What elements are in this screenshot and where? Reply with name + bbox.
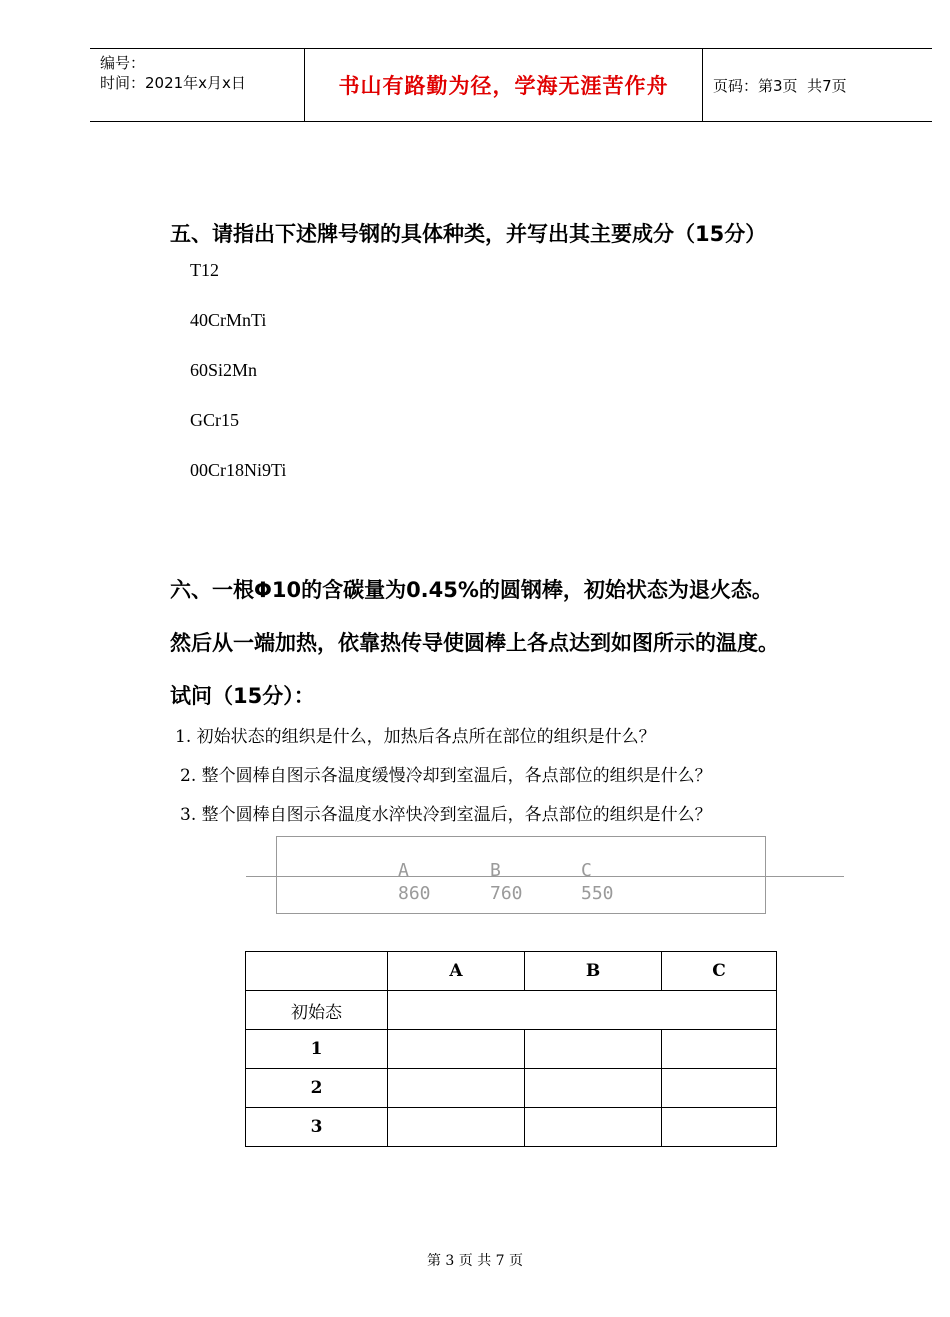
question-6-line2: 然后从一端加热，依靠热传导使圆棒上各点达到如图所示的温度。 [170, 631, 779, 655]
row-header-1: 1 [246, 1030, 388, 1069]
page-info-text: 页码：第3页 共7页 [713, 76, 847, 95]
point-b-label: B [490, 860, 501, 881]
question-5-title: 五、请指出下述牌号钢的具体种类，并写出其主要成分（15分） [170, 222, 767, 246]
table-row [246, 991, 777, 1030]
subquestion-2: 2. 整个圆棒自图示各温度缓慢冷却到室温后，各点部位的组织是什么？ [180, 766, 712, 786]
steel-grade: 00Cr18Ni9Ti [190, 460, 287, 480]
table-row [246, 1069, 777, 1108]
number-label: 编号： [100, 54, 146, 72]
table-row [246, 1030, 777, 1069]
answer-cell[interactable] [388, 1108, 525, 1147]
table-corner-cell [246, 952, 388, 991]
column-header-b: B [525, 952, 662, 991]
steel-grade: 40CrMnTi [190, 310, 267, 330]
answer-cell[interactable] [525, 1108, 662, 1147]
steel-grade: T12 [190, 260, 219, 280]
point-c-label: C [581, 860, 592, 881]
column-header-a: A [388, 952, 525, 991]
row-header-3: 3 [246, 1108, 388, 1147]
rod-axis-line [246, 876, 844, 877]
row-header-initial: 初始态 [246, 991, 388, 1030]
column-header-c: C [662, 952, 777, 991]
row-header-2: 2 [246, 1069, 388, 1108]
time-label: 时间：2021年x月x日 [100, 74, 246, 92]
page-header [90, 48, 932, 122]
steel-grade: GCr15 [190, 410, 239, 430]
answer-cell[interactable] [525, 1030, 662, 1069]
question-6-line1: 六、一根Φ10的含碳量为0.45%的圆钢棒，初始状态为退火态。 [170, 578, 773, 602]
point-b-temp: 760 [490, 883, 523, 904]
answer-cell[interactable] [388, 1030, 525, 1069]
answer-cell[interactable] [388, 991, 777, 1030]
table-header-row [246, 952, 777, 991]
answer-cell[interactable] [388, 1069, 525, 1108]
subquestion-1: 1. 初始状态的组织是什么，加热后各点所在部位的组织是什么？ [175, 727, 656, 747]
point-c-temp: 550 [581, 883, 614, 904]
header-meta [90, 49, 305, 121]
header-motto: 书山有路勤为径，学海无涯苦作舟 [305, 49, 703, 121]
steel-grade: 60Si2Mn [190, 360, 258, 380]
point-a-label: A [398, 860, 409, 881]
answer-table [245, 951, 777, 1147]
answer-cell[interactable] [525, 1069, 662, 1108]
header-page-info [703, 49, 932, 121]
question-6-line3: 试问（15分）： [170, 684, 315, 708]
subquestion-3: 3. 整个圆棒自图示各温度水淬快冷到室温后，各点部位的组织是什么？ [180, 805, 712, 825]
table-row [246, 1108, 777, 1147]
answer-cell[interactable] [662, 1030, 777, 1069]
answer-cell[interactable] [662, 1108, 777, 1147]
point-a-temp: 860 [398, 883, 431, 904]
page-footer: 第 3 页 共 7 页 [426, 1253, 524, 1269]
answer-cell[interactable] [662, 1069, 777, 1108]
